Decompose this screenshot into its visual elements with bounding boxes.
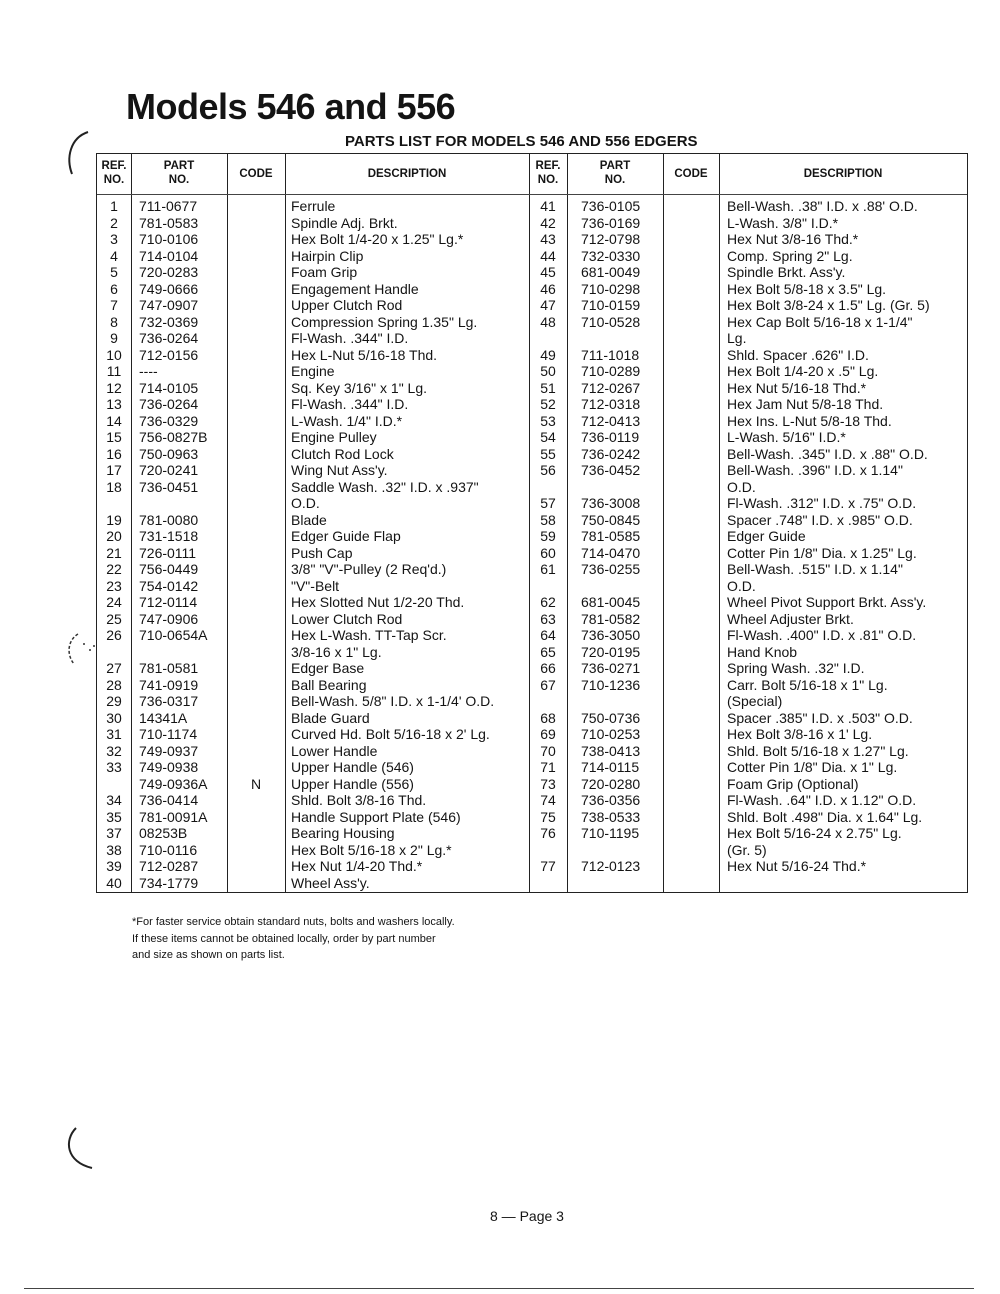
- cell-ref: 64: [540, 627, 556, 643]
- cell-desc: Hairpin Clip: [291, 247, 364, 264]
- scan-bottom-edge: [24, 1288, 974, 1289]
- cell-ref: 7: [110, 297, 118, 313]
- cell-ref: 58: [540, 511, 556, 528]
- header-part-no-2: PART NO.: [599, 160, 631, 186]
- cell-part: 720-0241: [139, 462, 199, 478]
- table-row-left: [97, 875, 967, 892]
- cell-ref: 24: [106, 594, 122, 610]
- cell-desc: Shld. Bolt 5/16-18 x 1.27" Lg.: [727, 742, 909, 759]
- cell-desc: Hex Bolt 3/8-16 x 1' Lg.: [727, 726, 873, 742]
- table-row-right: [97, 231, 967, 248]
- cell-desc: Lower Clutch Rod: [291, 610, 403, 627]
- table-row-right: [97, 396, 967, 413]
- cell-desc: Cotter Pin 1/8" Dia. x 1" Lg.: [727, 759, 898, 775]
- cell-desc: Lg.: [727, 330, 747, 346]
- header-code: CODE: [239, 168, 273, 180]
- cell-desc: Bell-Wash. .38" I.D. x .88' O.D.: [727, 198, 918, 214]
- cell-part: ----: [139, 363, 158, 379]
- cell-ref: 66: [540, 660, 556, 676]
- cell-desc: "V"-Belt: [291, 577, 340, 594]
- cell-part: 781-0091A: [139, 808, 208, 825]
- table-row-right: [97, 462, 967, 479]
- cell-part: 738-0413: [581, 742, 641, 759]
- cell-desc: Hex Cap Bolt 5/16-18 x 1-1/4": [727, 313, 913, 330]
- table-row-right: [97, 198, 967, 215]
- cell-desc: Foam Grip: [291, 264, 358, 280]
- table-row-right: [97, 363, 967, 380]
- cell-ref: 43: [540, 231, 556, 247]
- cell-ref: 39: [106, 858, 122, 874]
- table-row-right: [97, 594, 967, 611]
- cell-desc: Hex Jam Nut 5/8-18 Thd.: [727, 396, 884, 412]
- cell-desc: Spring Wash. .32" I.D.: [727, 660, 865, 676]
- cell-ref: 63: [540, 610, 556, 627]
- cell-ref: 45: [540, 264, 556, 280]
- table-row-right: [97, 561, 967, 578]
- table-row-right: [97, 413, 967, 430]
- cell-desc: Shld. Spacer .626" I.D.: [727, 346, 869, 363]
- cell-desc: Engine Pulley: [291, 429, 377, 445]
- cell-ref: 8: [110, 313, 118, 330]
- cell-desc: Hex Bolt 1/4-20 x .5" Lg.: [727, 363, 879, 379]
- cell-desc: Hex Nut 5/16-24 Thd.*: [727, 858, 867, 874]
- cell-part: 781-0583: [139, 214, 199, 231]
- cell-part: 750-0963: [139, 445, 199, 462]
- cell-part: 14341A: [139, 709, 188, 726]
- cell-ref: 38: [106, 841, 122, 858]
- cell-ref: 69: [540, 726, 556, 742]
- cell-desc: Handle Support Plate (546): [291, 808, 461, 825]
- cell-desc: Upper Handle (556): [291, 775, 414, 792]
- cell-part: 741-0919: [139, 676, 199, 693]
- cell-part: 749-0937: [139, 742, 199, 759]
- cell-ref: 29: [106, 693, 122, 709]
- cell-ref: 9: [110, 330, 118, 346]
- cell-part: 710-0253: [581, 726, 641, 742]
- cell-desc: Hex Nut 5/16-18 Thd.*: [727, 379, 867, 396]
- table-row-right: [97, 215, 967, 232]
- cell-ref: 73: [540, 775, 556, 792]
- cell-part: 736-0451: [139, 478, 199, 495]
- cell-ref: 14: [106, 412, 122, 429]
- cell-desc: O.D.: [727, 577, 756, 594]
- cell-desc: Curved Hd. Bolt 5/16-18 x 2' Lg.: [291, 726, 490, 742]
- table-row-right: [97, 726, 967, 743]
- cell-ref: 30: [106, 709, 122, 726]
- table-row-right: [97, 429, 967, 446]
- cell-ref: 6: [110, 280, 118, 297]
- cell-ref: 75: [540, 808, 556, 825]
- cell-ref: 28: [106, 676, 122, 693]
- cell-desc: Fl-Wash. .64" I.D. x 1.12" O.D.: [727, 792, 917, 808]
- cell-desc: Hex Bolt 1/4-20 x 1.25" Lg.*: [291, 231, 464, 247]
- table-row-right: [97, 743, 967, 760]
- cell-ref: 53: [540, 412, 556, 429]
- cell-part: 720-0280: [581, 775, 641, 792]
- table-row-right: [97, 248, 967, 265]
- table-row-right: [97, 776, 967, 793]
- cell-desc: Fl-Wash. .344" I.D.: [291, 330, 409, 346]
- cell-ref: 37: [106, 825, 122, 841]
- cell-part: 736-0329: [139, 412, 199, 429]
- cell-desc: O.D.: [291, 495, 320, 511]
- table-row-right: [97, 660, 967, 677]
- cell-part: 781-0581: [139, 660, 199, 676]
- cell-part: 710-1195: [581, 825, 640, 841]
- cell-desc: Foam Grip (Optional): [727, 775, 859, 792]
- cell-ref: 16: [106, 445, 122, 462]
- cell-ref: 19: [106, 511, 122, 528]
- cell-part: 681-0045: [581, 594, 641, 610]
- cell-desc: Hex Slotted Nut 1/2-20 Thd.: [291, 594, 465, 610]
- cell-part: 720-0283: [139, 264, 199, 280]
- cell-part: 712-0798: [581, 231, 641, 247]
- cell-part: 736-3050: [581, 627, 641, 643]
- table-row-right: [97, 347, 967, 364]
- cell-desc: Compression Spring 1.35" Lg.: [291, 313, 478, 330]
- cell-part: 714-0105: [139, 379, 199, 396]
- cell-part: 781-0585: [581, 528, 641, 544]
- cell-ref: 18: [106, 478, 122, 495]
- footnote-line: If these items cannot be obtained locally, order by part number: [132, 932, 436, 945]
- cell-desc: Push Cap: [291, 544, 353, 561]
- table-row-right: [97, 479, 967, 496]
- table-row-right: [97, 627, 967, 644]
- cell-part: 726-0111: [139, 544, 197, 561]
- cell-ref: 67: [540, 676, 556, 693]
- cell-desc: L-Wash. 1/4" I.D.*: [291, 412, 403, 429]
- table-row-right: [97, 446, 967, 463]
- cell-desc: Bell-Wash. .396" I.D. x 1.14": [727, 462, 903, 478]
- table-row-right: [97, 495, 967, 512]
- cell-desc: Shld. Bolt .498" Dia. x 1.64" Lg.: [727, 808, 923, 825]
- table-row-right: [97, 330, 967, 347]
- cell-ref: 35: [106, 808, 122, 825]
- cell-desc: Bearing Housing: [291, 825, 395, 841]
- table-row-right: [97, 611, 967, 628]
- cell-desc: Edger Base: [291, 660, 365, 676]
- cell-part: 749-0936A: [139, 775, 208, 792]
- cell-desc: Hex Bolt 5/16-18 x 2" Lg.*: [291, 841, 452, 858]
- cell-part: 781-0080: [139, 511, 199, 528]
- cell-desc: L-Wash. 5/16" I.D.*: [727, 429, 846, 445]
- cell-part: 711-1018: [581, 346, 640, 363]
- cell-desc: Fl-Wash. .344" I.D.: [291, 396, 409, 412]
- cell-part: 711-0677: [139, 198, 198, 214]
- cell-part: 710-1236: [581, 676, 641, 693]
- cell-ref: 34: [106, 792, 122, 808]
- table-row-right: [97, 792, 967, 809]
- cell-part: 710-0159: [581, 297, 641, 313]
- cell-ref: 17: [106, 462, 122, 478]
- cell-desc: Hex Bolt 3/8-24 x 1.5" Lg. (Gr. 5): [727, 297, 930, 313]
- cell-ref: 13: [106, 396, 122, 412]
- cell-ref: 62: [540, 594, 556, 610]
- cell-part: 747-0907: [139, 297, 199, 313]
- cell-ref: 26: [106, 627, 122, 643]
- cell-ref: 46: [540, 280, 556, 297]
- cell-desc: Spacer .385" I.D. x .503" O.D.: [727, 709, 913, 726]
- cell-part: 720-0195: [581, 643, 641, 660]
- cell-desc: Bell-Wash. .515" I.D. x 1.14": [727, 561, 903, 577]
- cell-part: 732-0369: [139, 313, 199, 330]
- cell-part: 736-0264: [139, 330, 199, 346]
- cell-ref: 50: [540, 363, 556, 379]
- cell-desc: Hex Bolt 5/16-24 x 2.75" Lg.: [727, 825, 902, 841]
- table-row-right: [97, 578, 967, 595]
- cell-part: 750-0845: [581, 511, 641, 528]
- cell-ref: 22: [106, 561, 122, 577]
- cell-part: 736-0255: [581, 561, 641, 577]
- cell-desc: (Gr. 5): [727, 841, 767, 858]
- cell-ref: 21: [106, 544, 122, 561]
- cell-desc: Edger Guide Flap: [291, 528, 401, 544]
- cell-ref: 47: [540, 297, 556, 313]
- parts-table: [96, 153, 968, 893]
- cell-part: 710-0116: [139, 841, 198, 858]
- cell-desc: Fl-Wash. .312" I.D. x .75" O.D.: [727, 495, 917, 511]
- header-description: DESCRIPTION: [367, 168, 447, 180]
- cell-ref: 44: [540, 247, 556, 264]
- cell-part: 681-0049: [581, 264, 641, 280]
- cell-desc: Hex Nut 3/8-16 Thd.*: [727, 231, 859, 247]
- cell-desc: Lower Handle: [291, 742, 378, 759]
- cell-desc: Carr. Bolt 5/16-18 x 1" Lg.: [727, 676, 888, 693]
- footnote-line: and size as shown on parts list.: [132, 949, 285, 961]
- cell-desc: Blade Guard: [291, 709, 370, 726]
- cell-desc: Fl-Wash. .400" I.D. x .81" O.D.: [727, 627, 917, 643]
- parts-list-subtitle: PARTS LIST FOR MODELS 546 AND 556 EDGERS: [345, 133, 698, 150]
- cell-part: 712-0318: [581, 396, 641, 412]
- table-row-right: [97, 677, 967, 694]
- table-row-right: [97, 528, 967, 545]
- cell-ref: 57: [540, 495, 556, 511]
- table-row-right: [97, 693, 967, 710]
- cell-part: 736-0105: [581, 198, 641, 214]
- cell-ref: 71: [540, 759, 556, 775]
- cell-desc: (Special): [727, 693, 783, 709]
- page-number: 8 — Page 3: [490, 1208, 564, 1224]
- table-row-right: [97, 314, 967, 331]
- cell-ref: 15: [106, 429, 122, 445]
- cell-desc: Hex Nut 1/4-20 Thd.*: [291, 858, 423, 874]
- cell-ref: 40: [106, 874, 122, 891]
- cell-part: 710-0654A: [139, 627, 208, 643]
- cell-part: 736-0242: [581, 445, 641, 462]
- cell-ref: 51: [540, 379, 556, 396]
- cell-desc: L-Wash. 3/8" I.D.*: [727, 214, 839, 231]
- header-ref-no: REF. NO.: [101, 160, 127, 186]
- cell-desc: Edger Guide: [727, 528, 806, 544]
- cell-part: 736-0317: [139, 693, 199, 709]
- cell-desc: Wheel Ass'y.: [291, 874, 370, 891]
- cell-ref: 61: [540, 561, 556, 577]
- table-row-right: [97, 710, 967, 727]
- cell-desc: Wheel Adjuster Brkt.: [727, 610, 854, 627]
- cell-desc: Bell-Wash. 5/8" I.D. x 1-1/4' O.D.: [291, 693, 495, 709]
- cell-part: 736-0169: [581, 214, 641, 231]
- scan-margin-mark-icon: [62, 630, 102, 670]
- cell-code: N: [250, 775, 262, 792]
- footnote-line: *For faster service obtain standard nuts, bolts and washers locally.: [132, 916, 455, 928]
- cell-desc: Spindle Adj. Brkt.: [291, 214, 398, 231]
- cell-desc: Spindle Brkt. Ass'y.: [727, 264, 846, 280]
- cell-desc: Shld. Bolt 3/8-16 Thd.: [291, 792, 427, 808]
- cell-ref: 1: [110, 198, 118, 214]
- cell-part: 712-0267: [581, 379, 641, 396]
- cell-part: 712-0123: [581, 858, 641, 874]
- cell-part: 749-0938: [139, 759, 199, 775]
- table-row-right: [97, 264, 967, 281]
- cell-ref: 3: [110, 231, 118, 247]
- cell-desc: Comp. Spring 2" Lg.: [727, 247, 853, 264]
- cell-part: 714-0115: [581, 759, 640, 775]
- cell-ref: 41: [540, 198, 556, 214]
- cell-desc: Hex L-Nut 5/16-18 Thd.: [291, 346, 438, 363]
- cell-part: 710-1174: [139, 726, 198, 742]
- cell-desc: Saddle Wash. .32" I.D. x .937": [291, 478, 479, 495]
- cell-ref: 76: [540, 825, 556, 841]
- cell-part: 731-1518: [139, 528, 199, 544]
- cell-part: 734-1779: [139, 874, 199, 891]
- cell-desc: Hex Ins. L-Nut 5/8-18 Thd.: [727, 412, 892, 429]
- cell-part: 736-0119: [581, 429, 640, 445]
- cell-desc: Sq. Key 3/16" x 1" Lg.: [291, 379, 428, 396]
- table-row-right: [97, 644, 967, 661]
- cell-desc: Upper Clutch Rod: [291, 297, 403, 313]
- header-ref-no-2: REF. NO.: [535, 160, 561, 186]
- cell-ref: 31: [106, 726, 122, 742]
- cell-ref: 56: [540, 462, 556, 478]
- cell-desc: Hex L-Wash. TT-Tap Scr.: [291, 627, 447, 643]
- cell-desc: Hand Knob: [727, 643, 798, 660]
- cell-ref: 5: [110, 264, 118, 280]
- cell-part: 736-0452: [581, 462, 641, 478]
- table-row-right: [97, 380, 967, 397]
- cell-part: 756-0449: [139, 561, 199, 577]
- cell-part: 736-3008: [581, 495, 641, 511]
- cell-desc: Engine: [291, 363, 335, 379]
- cell-part: 738-0533: [581, 808, 641, 825]
- footnote: [132, 914, 455, 964]
- cell-part: 736-0271: [581, 660, 641, 676]
- cell-ref: 25: [106, 610, 122, 627]
- scan-margin-mark-icon: [62, 1126, 96, 1172]
- cell-ref: 11: [106, 363, 122, 379]
- cell-desc: Wheel Pivot Support Brkt. Ass'y.: [727, 594, 927, 610]
- cell-desc: Blade: [291, 511, 327, 528]
- cell-ref: 49: [540, 346, 556, 363]
- header-description-2: DESCRIPTION: [803, 168, 883, 180]
- table-row-right: [97, 545, 967, 562]
- cell-ref: 48: [540, 313, 556, 330]
- cell-ref: 68: [540, 709, 556, 726]
- table-row-right: [97, 512, 967, 529]
- cell-desc: Clutch Rod Lock: [291, 445, 394, 462]
- cell-ref: 27: [106, 660, 122, 676]
- cell-ref: 70: [540, 742, 556, 759]
- cell-ref: 10: [106, 346, 122, 363]
- table-row-right: [97, 759, 967, 776]
- header-code-2: CODE: [674, 168, 708, 180]
- cell-ref: 2: [110, 214, 118, 231]
- cell-desc: Spacer .748" I.D. x .985" O.D.: [727, 511, 913, 528]
- cell-ref: 60: [540, 544, 556, 561]
- cell-part: 710-0528: [581, 313, 641, 330]
- cell-ref: 23: [106, 577, 122, 594]
- cell-part: 749-0666: [139, 280, 199, 297]
- table-row-right: [97, 297, 967, 314]
- table-row-right: [97, 281, 967, 298]
- cell-part: 781-0582: [581, 610, 641, 627]
- cell-part: 750-0736: [581, 709, 641, 726]
- cell-part: 714-0470: [581, 544, 641, 561]
- cell-ref: 77: [540, 858, 556, 874]
- header-part-no: PART NO.: [163, 160, 195, 186]
- cell-desc: Ball Bearing: [291, 676, 367, 693]
- cell-ref: 32: [106, 742, 122, 759]
- cell-part: 747-0906: [139, 610, 199, 627]
- cell-ref: 42: [540, 214, 556, 231]
- cell-desc: Bell-Wash. .345" I.D. x .88" O.D.: [727, 445, 928, 462]
- cell-desc: Engagement Handle: [291, 280, 419, 297]
- cell-part: 712-0114: [139, 594, 198, 610]
- cell-ref: 55: [540, 445, 556, 462]
- cell-ref: 65: [540, 643, 556, 660]
- cell-desc: Ferrule: [291, 198, 336, 214]
- cell-desc: 3/8-16 x 1" Lg.: [291, 643, 382, 660]
- page-title: Models 546 and 556: [126, 86, 456, 127]
- cell-part: 736-0264: [139, 396, 199, 412]
- cell-ref: 52: [540, 396, 556, 412]
- cell-desc: Hex Bolt 5/8-18 x 3.5" Lg.: [727, 280, 887, 297]
- cell-ref: 59: [540, 528, 556, 544]
- cell-part: 736-0414: [139, 792, 199, 808]
- table-row-right: [97, 825, 967, 842]
- cell-part: 712-0413: [581, 412, 641, 429]
- cell-desc: 3/8" "V"-Pulley (2 Req'd.): [291, 561, 447, 577]
- cell-part: 712-0287: [139, 858, 199, 874]
- cell-part: 736-0356: [581, 792, 641, 808]
- cell-desc: Wing Nut Ass'y.: [291, 462, 388, 478]
- table-row-right: [97, 842, 967, 859]
- cell-ref: 33: [106, 759, 122, 775]
- cell-desc: O.D.: [727, 478, 756, 495]
- cell-part: 732-0330: [581, 247, 641, 264]
- cell-part: 714-0104: [139, 247, 199, 264]
- cell-ref: 54: [540, 429, 556, 445]
- cell-part: 754-0142: [139, 577, 199, 594]
- cell-ref: 12: [106, 379, 122, 396]
- cell-part: 712-0156: [139, 346, 199, 363]
- cell-ref: 20: [106, 528, 122, 544]
- cell-part: 08253B: [139, 825, 188, 841]
- cell-desc: Upper Handle (546): [291, 759, 414, 775]
- cell-part: 710-0106: [139, 231, 199, 247]
- scan-margin-mark-icon: [62, 128, 92, 178]
- cell-desc: Cotter Pin 1/8" Dia. x 1.25" Lg.: [727, 544, 917, 561]
- cell-part: 710-0289: [581, 363, 641, 379]
- cell-part: 756-0827B: [139, 429, 208, 445]
- cell-ref: 74: [540, 792, 556, 808]
- cell-part: 710-0298: [581, 280, 641, 297]
- table-row-right: [97, 858, 967, 875]
- cell-ref: 4: [110, 247, 118, 264]
- table-row-right: [97, 809, 967, 826]
